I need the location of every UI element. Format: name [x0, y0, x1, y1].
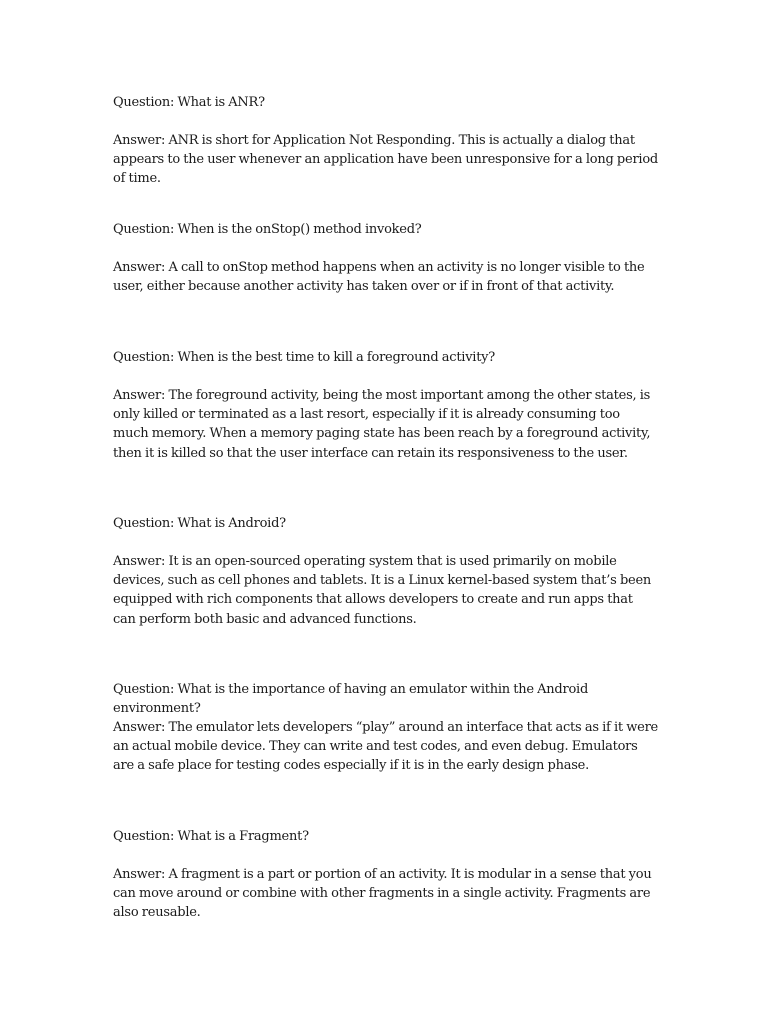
question-3: Question: When is the best time to kill a foreground activity?	[113, 350, 495, 365]
answer-1: Answer: ANR is short for Application Not Responding. This is actually a dialog that appears to the user whenever an application have been unresponsive for a long period of time.	[113, 133, 658, 187]
answer-5: Answer: The emulator lets developers “play” around an interface that acts as if it were an actual mobile device. They can write and test codes, and even debug. Emulators are a safe place for testing codes especially if it is in the early design phase.	[113, 720, 658, 774]
answer-6: Answer: A fragment is a part or portion of an activity. It is modular in a sense that you can move around or combine with other fragments in a single activity. Fragments are also reusable.	[113, 867, 652, 921]
question-2: Question: When is the onStop() method invoked?	[113, 222, 422, 237]
answer-4: Answer: It is an open-sourced operating system that is used primarily on mobile devices, such as cell phones and tablets. It is a Linux kernel-based system that’s been equipped with rich components that allows developers to create and run apps that can perform both basic and advanced functions.	[113, 554, 652, 627]
answer-3: Answer: The foreground activity, being the most important among the other states, is only killed or terminated as a last resort, especially if it is already consuming too much memory. When a memory paging state has been reach by a foreground activity, then it is killed so that the user interface can retain its responsiveness to the user.	[113, 388, 651, 461]
question-4: Question: What is Android?	[113, 516, 286, 531]
question-6: Question: What is a Fragment?	[113, 829, 309, 844]
question-1: Question: What is ANR?	[113, 95, 265, 110]
answer-2: Answer: A call to onStop method happens when an activity is no longer visible to the user, either because another activity has taken over or if in front of that activity.	[113, 260, 645, 295]
question-5: Question: What is the importance of having an emulator within the Android environment?	[113, 682, 589, 717]
